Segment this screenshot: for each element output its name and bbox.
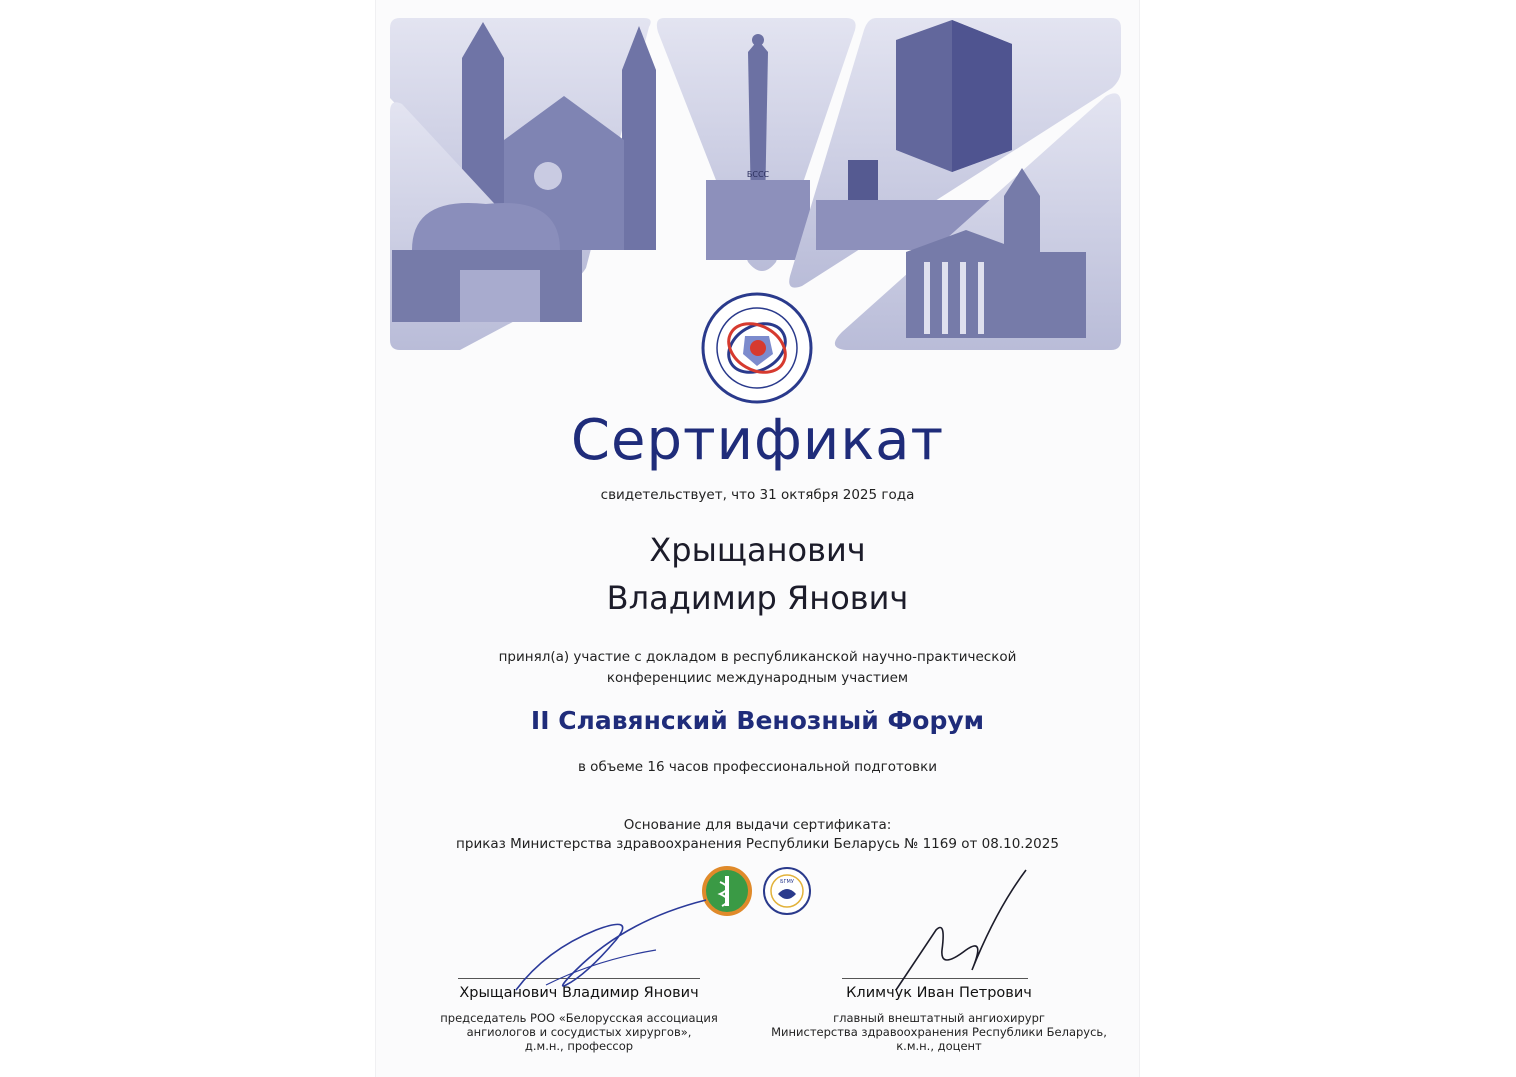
university-emblem-text: БГМУ bbox=[780, 879, 794, 885]
right-role-line-2: Министерства здравоохранения Республики Беларусь, bbox=[771, 1025, 1107, 1039]
recipient-surname: Хрыщанович bbox=[649, 531, 866, 569]
left-role-line-2: ангиологов и сосудистых хирургов», bbox=[466, 1025, 692, 1039]
university-emblem bbox=[762, 866, 812, 916]
basis-text: приказ Министерства здравоохранения Республики Беларусь № 1169 от 08.10.2025 bbox=[456, 836, 1059, 852]
forum-name: II Славянский Венозный Форум bbox=[530, 706, 985, 735]
right-signatory-name: Климчук Иван Петрович bbox=[846, 985, 1032, 1001]
association-logo bbox=[701, 292, 813, 404]
certificate-title: Сертификат bbox=[570, 408, 945, 473]
right-role-line-1: главный внештатный ангиохирург bbox=[833, 1011, 1045, 1025]
right-handwritten-signature bbox=[876, 850, 1036, 1000]
right-signatory bbox=[744, 985, 1134, 1053]
left-signatory-name: Хрыщанович Владимир Янович bbox=[459, 985, 699, 1001]
hours-line: в объеме 16 часов профессиональной подготовки bbox=[577, 759, 938, 775]
right-signatory-role bbox=[744, 1011, 1134, 1053]
left-signatory bbox=[406, 985, 752, 1053]
left-role-line-1: председатель РОО «Белорусская ассоциация bbox=[440, 1011, 718, 1025]
basis-title: Основание для выдачи сертификата: bbox=[623, 817, 892, 833]
participation-line-1: принял(а) участие с докладом в республиканской научно-практической bbox=[498, 649, 1017, 665]
obelisk-lettering: БССС bbox=[746, 170, 770, 179]
left-signatory-role bbox=[406, 1011, 752, 1053]
participation-line-2: конференциис международным участием bbox=[606, 670, 909, 686]
recipient-given-names: Владимир Янович bbox=[606, 579, 909, 617]
witness-line: свидетельствует, что 31 октября 2025 года bbox=[600, 487, 915, 503]
right-role-line-3: к.м.н., доцент bbox=[896, 1039, 982, 1053]
left-handwritten-signature bbox=[506, 890, 726, 1000]
certificate-page bbox=[376, 0, 1139, 1077]
left-role-line-3: д.м.н., профессор bbox=[524, 1039, 634, 1053]
